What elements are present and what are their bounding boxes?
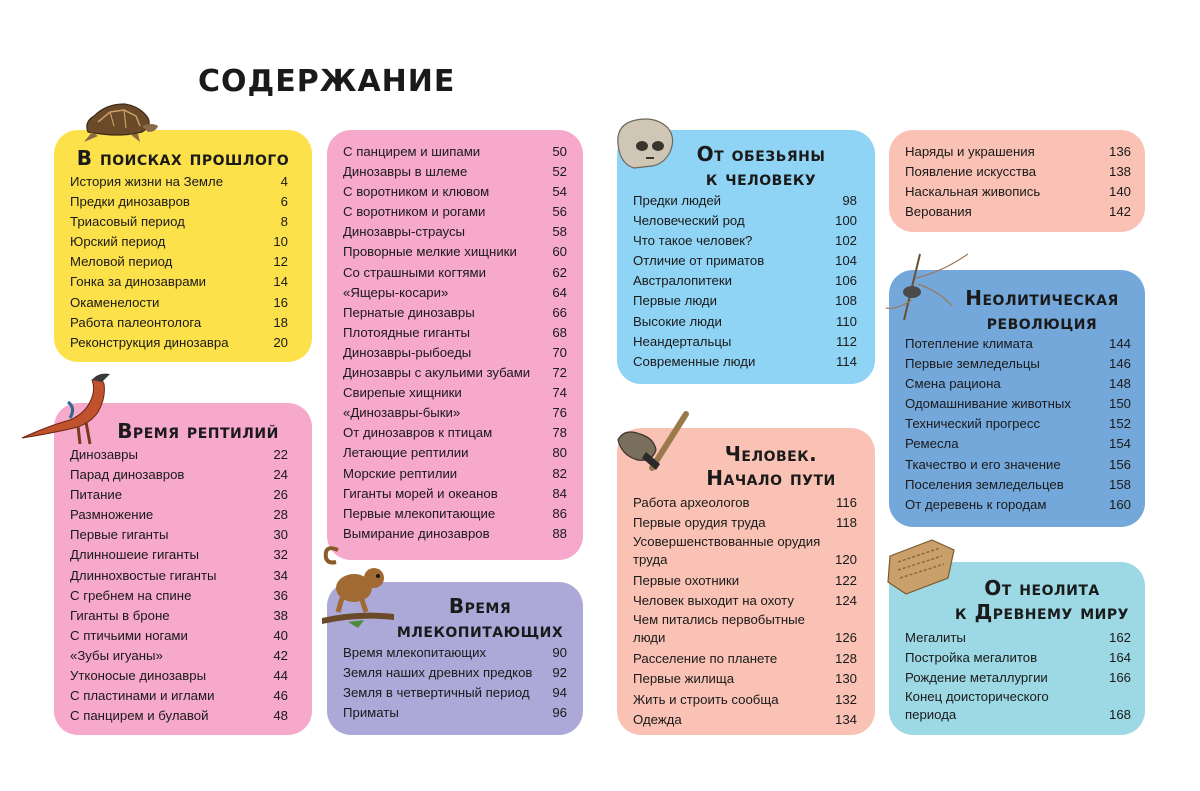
- toc-entry[interactable]: [343, 242, 567, 262]
- entry-page-number: 94: [552, 685, 567, 701]
- toc-entry[interactable]: [905, 394, 1131, 414]
- toc-entry[interactable]: [70, 686, 288, 706]
- entry-label: Потепление климата: [905, 336, 1033, 351]
- entry-page-number: 34: [273, 567, 288, 583]
- entry-page-number: 10: [273, 234, 288, 250]
- entry-label: Поселения земледельцев: [905, 476, 1064, 492]
- entry-page-number: 122: [834, 573, 857, 589]
- entry-label: Окаменелости: [70, 294, 160, 310]
- stone-tool-illustration: [612, 408, 692, 488]
- heading-line-1: Неолитическая: [965, 286, 1119, 310]
- entry-page-number: 104: [834, 253, 857, 269]
- bird-dinosaur-illustration: [18, 368, 128, 448]
- section-reptiles-continued: [327, 130, 583, 560]
- toc-entry[interactable]: [70, 626, 288, 646]
- toc-entry[interactable]: [70, 172, 288, 192]
- toc-entry[interactable]: [343, 283, 567, 303]
- toc-entry[interactable]: [343, 142, 567, 162]
- entry-page-number: 22: [273, 447, 288, 462]
- entry-page-number: 140: [1108, 184, 1131, 200]
- toc-entry[interactable]: [633, 251, 857, 271]
- entry-page-number: 60: [552, 244, 567, 260]
- entry-page-number: 80: [552, 445, 567, 461]
- entry-label: Динозавры в шлеме: [343, 164, 468, 180]
- entry-page-number: 154: [1108, 436, 1131, 452]
- entry-label: Предки динозавров: [70, 194, 190, 210]
- entry-label: Одежда: [633, 711, 682, 727]
- toc-entry[interactable]: [70, 485, 288, 505]
- entry-label: Приматы: [343, 705, 399, 721]
- entry-page-number: 68: [552, 324, 567, 340]
- toc-entry[interactable]: [343, 323, 567, 343]
- entry-label: Ремесла: [905, 436, 959, 452]
- section-reptiles: [54, 403, 312, 735]
- heading-line-1: Время: [448, 594, 512, 618]
- entry-label: Плотоядные гиганты: [343, 324, 471, 340]
- entry-label: Земля наших древних предков: [343, 665, 533, 681]
- entry-page-number: 126: [834, 630, 857, 646]
- entry-label: Появление искусства: [905, 164, 1037, 180]
- toc-entry[interactable]: [70, 646, 288, 666]
- entry-page-number: 52: [552, 164, 567, 180]
- entry-page-number: 98: [842, 193, 857, 208]
- toc-entry[interactable]: [633, 352, 857, 372]
- entry-page-number: 16: [273, 294, 288, 310]
- clay-tablet-illustration: [884, 536, 956, 598]
- heading-line-2: революция: [986, 310, 1098, 334]
- toc-entry[interactable]: [343, 343, 567, 363]
- turtle-illustration: [80, 92, 160, 144]
- toc-entry[interactable]: [905, 162, 1131, 182]
- toc-entry[interactable]: [905, 648, 1131, 668]
- toc-entry[interactable]: [905, 142, 1131, 162]
- toc-entry[interactable]: [633, 332, 857, 352]
- entry-page-number: 76: [552, 405, 567, 421]
- entry-page-number: 66: [552, 304, 567, 320]
- entry-label: Конец доисторического периода: [905, 689, 1049, 723]
- entry-label: Верования: [905, 204, 972, 220]
- entry-label: «Зубы игуаны»: [70, 647, 163, 663]
- entry-label: Первые земледельцы: [905, 356, 1040, 372]
- entry-page-number: 78: [552, 425, 567, 441]
- toc-entry[interactable]: [70, 606, 288, 626]
- entry-page-number: 44: [273, 668, 288, 684]
- toc-entry[interactable]: [70, 505, 288, 525]
- entry-page-number: 18: [273, 314, 288, 330]
- entry-page-number: 12: [273, 254, 288, 270]
- entry-page-number: 136: [1108, 144, 1131, 159]
- toc-entry[interactable]: [905, 354, 1131, 374]
- toc-entry[interactable]: [905, 668, 1131, 688]
- entry-page-number: 142: [1108, 204, 1131, 220]
- section-past: [54, 130, 312, 362]
- entry-label: С воротником и рогами: [343, 204, 486, 220]
- entry-page-number: 90: [552, 645, 567, 660]
- toc-entry[interactable]: [633, 493, 857, 513]
- toc-entry[interactable]: [343, 683, 567, 703]
- toc-entry[interactable]: [70, 566, 288, 586]
- toc-entry[interactable]: [70, 586, 288, 606]
- entry-label: Динозавры: [70, 447, 138, 462]
- entry-page-number: 110: [835, 313, 857, 329]
- entry-list: [633, 191, 857, 372]
- toc-entry[interactable]: [633, 690, 857, 710]
- entry-page-number: 116: [835, 495, 857, 510]
- toc-entry[interactable]: [343, 162, 567, 182]
- entry-page-number: 124: [834, 593, 857, 609]
- entry-label: Длиннохвостые гиганты: [70, 567, 217, 583]
- entry-page-number: 82: [552, 465, 567, 481]
- entry-label: «Ящеры-косари»: [343, 284, 449, 300]
- entry-label: С пластинами и иглами: [70, 688, 215, 704]
- toc-entry[interactable]: [70, 252, 288, 272]
- entry-label: Первые гиганты: [70, 527, 169, 543]
- entry-page-number: 70: [552, 344, 567, 360]
- toc-entry[interactable]: [70, 232, 288, 252]
- entry-page-number: 168: [1108, 707, 1131, 723]
- entry-label: Работа палеонтолога: [70, 314, 202, 330]
- toc-entry[interactable]: [70, 525, 288, 545]
- skull-illustration: [612, 114, 678, 172]
- entry-label: Со страшными когтями: [343, 264, 486, 280]
- toc-entry[interactable]: [905, 434, 1131, 454]
- entry-label: Жить и строить сообща: [633, 691, 779, 707]
- entry-label: Питание: [70, 487, 123, 503]
- toc-entry[interactable]: [905, 628, 1131, 648]
- toc-entry[interactable]: [633, 591, 857, 611]
- entry-label: Время млекопитающих: [343, 645, 487, 660]
- toc-entry[interactable]: [343, 182, 567, 202]
- entry-label: Неандертальцы: [633, 333, 732, 349]
- entry-label: С воротником и клювом: [343, 184, 490, 200]
- entry-label: Реконструкция динозавра: [70, 334, 229, 350]
- toc-entry[interactable]: [633, 291, 857, 311]
- entry-label: Длинношеие гиганты: [70, 547, 200, 563]
- entry-page-number: 156: [1108, 456, 1131, 472]
- toc-entry[interactable]: [70, 192, 288, 212]
- toc-entry[interactable]: [343, 383, 567, 403]
- toc-entry[interactable]: [343, 263, 567, 283]
- entry-page-number: 64: [552, 284, 567, 300]
- toc-entry[interactable]: [70, 706, 288, 726]
- toc-entry[interactable]: [70, 212, 288, 232]
- entry-label: С панцирем и булавой: [70, 708, 209, 724]
- toc-entry[interactable]: [343, 663, 567, 683]
- entry-page-number: 74: [552, 385, 567, 401]
- entry-page-number: 144: [1108, 336, 1131, 351]
- entry-page-number: 88: [552, 525, 567, 541]
- section-heading: [667, 442, 875, 490]
- entry-page-number: 32: [273, 547, 288, 563]
- heading-line-2: к Древнему миру: [955, 600, 1129, 624]
- entry-page-number: 148: [1108, 376, 1131, 392]
- entry-label: Предки людей: [633, 193, 722, 208]
- heading-line-1: Человек.: [724, 442, 818, 466]
- toc-entry[interactable]: [343, 363, 567, 383]
- toc-entry[interactable]: [633, 191, 857, 211]
- toc-entry[interactable]: [905, 475, 1131, 495]
- toc-entry[interactable]: [633, 231, 857, 251]
- entry-label: Утконосые динозавры: [70, 668, 207, 684]
- entry-page-number: 86: [552, 505, 567, 521]
- toc-entry[interactable]: [633, 271, 857, 291]
- toc-entry[interactable]: [70, 465, 288, 485]
- entry-page-number: 8: [280, 214, 288, 230]
- entry-page-number: 24: [273, 467, 288, 483]
- entry-label: Динозавры с акульими зубами: [343, 365, 531, 381]
- heading-line-2: млекопитающих: [396, 618, 564, 642]
- entry-page-number: 114: [835, 353, 857, 369]
- entry-label: Усовершенствованные орудия труда: [633, 534, 821, 568]
- entry-label: Размножение: [70, 507, 154, 523]
- entry-page-number: 108: [834, 293, 857, 309]
- entry-page-number: 130: [834, 671, 857, 687]
- entry-page-number: 38: [273, 607, 288, 623]
- entry-label: Человеческий род: [633, 213, 745, 229]
- entry-label: Отличие от приматов: [633, 253, 765, 269]
- toc-entry[interactable]: [905, 202, 1131, 222]
- entry-page-number: 56: [552, 204, 567, 220]
- section-heading: В поисках прошлого: [76, 146, 290, 170]
- entry-page-number: 62: [552, 264, 567, 280]
- toc-entry[interactable]: [70, 272, 288, 292]
- toc-entry[interactable]: [343, 443, 567, 463]
- entry-label: От динозавров к птицам: [343, 425, 493, 441]
- entry-page-number: 46: [273, 688, 288, 704]
- entry-page-number: 58: [552, 224, 567, 240]
- heading-line-1: От обезьяны: [696, 142, 826, 166]
- entry-page-number: 158: [1108, 476, 1131, 492]
- entry-label: Смена рациона: [905, 376, 1001, 392]
- entry-list: [905, 628, 1131, 726]
- toc-entry[interactable]: [633, 312, 857, 332]
- entry-page-number: 132: [834, 691, 857, 707]
- toc-entry[interactable]: [343, 464, 567, 484]
- entry-label: Наскальная живопись: [905, 184, 1041, 200]
- entry-label: С панцирем и шипами: [343, 144, 481, 159]
- section-heading: [377, 594, 583, 642]
- entry-list: [70, 172, 288, 353]
- entry-page-number: 6: [280, 194, 288, 210]
- heading-line-1: От неолита: [984, 576, 1100, 600]
- entry-label: Динозавры-рыбоеды: [343, 344, 472, 360]
- toc-entry[interactable]: [905, 414, 1131, 434]
- toc-entry[interactable]: [70, 313, 288, 333]
- entry-label: Летающие рептилии: [343, 445, 469, 461]
- entry-label: Чем питались первобытные люди: [633, 612, 805, 646]
- entry-list: [343, 643, 567, 723]
- entry-page-number: 42: [273, 647, 288, 663]
- entry-label: Вымирание динозавров: [343, 525, 490, 541]
- entry-page-number: 96: [552, 705, 567, 721]
- entry-label: Наряды и украшения: [905, 144, 1035, 159]
- entry-page-number: 40: [273, 627, 288, 643]
- entry-list: [905, 142, 1131, 222]
- entry-page-number: 146: [1108, 356, 1131, 372]
- toc-entry[interactable]: [633, 533, 857, 571]
- entry-label: Технический прогресс: [905, 416, 1041, 432]
- toc-entry[interactable]: [343, 484, 567, 504]
- entry-label: Современные люди: [633, 353, 756, 369]
- entry-page-number: 118: [835, 515, 857, 531]
- entry-label: Земля в четвертичный период: [343, 685, 530, 701]
- section-heading: [647, 142, 875, 190]
- section-heading: [939, 576, 1145, 624]
- toc-entry[interactable]: [343, 202, 567, 222]
- toc-entry[interactable]: [70, 545, 288, 565]
- entry-label: Одомашнивание животных: [905, 396, 1071, 412]
- entry-page-number: 36: [273, 587, 288, 603]
- entry-label: Мегалиты: [905, 630, 966, 645]
- toc-entry[interactable]: [343, 222, 567, 242]
- entry-label: Триасовый период: [70, 214, 185, 230]
- entry-page-number: 4: [280, 174, 288, 189]
- entry-page-number: 48: [273, 708, 288, 724]
- entry-list: [905, 334, 1131, 515]
- entry-label: Меловой период: [70, 254, 173, 270]
- toc-entry[interactable]: [70, 293, 288, 313]
- toc-entry[interactable]: [343, 303, 567, 323]
- entry-label: От деревень к городам: [905, 496, 1047, 512]
- toc-entry[interactable]: [905, 688, 1131, 726]
- entry-page-number: 120: [834, 552, 857, 568]
- entry-page-number: 92: [552, 665, 567, 681]
- entry-label: Первые млекопитающие: [343, 505, 496, 521]
- entry-page-number: 84: [552, 485, 567, 501]
- heading-line-2: к человеку: [705, 166, 817, 190]
- toc-entry[interactable]: [633, 649, 857, 669]
- toc-entry[interactable]: [905, 455, 1131, 475]
- page-title: СОДЕРЖАНИЕ: [198, 64, 456, 99]
- entry-page-number: 166: [1108, 670, 1131, 686]
- toc-entry[interactable]: [70, 445, 288, 465]
- entry-page-number: 128: [834, 651, 857, 667]
- entry-label: Расселение по планете: [633, 651, 778, 667]
- toc-entry[interactable]: [343, 643, 567, 663]
- entry-page-number: 14: [273, 274, 288, 290]
- toc-entry[interactable]: [343, 423, 567, 443]
- entry-label: Высокие люди: [633, 313, 722, 329]
- entry-page-number: 72: [552, 365, 567, 381]
- toc-entry[interactable]: [70, 666, 288, 686]
- entry-label: Первые жилища: [633, 671, 735, 687]
- entry-label: Первые орудия труда: [633, 515, 766, 531]
- toc-entry[interactable]: [905, 374, 1131, 394]
- toc-entry[interactable]: [905, 182, 1131, 202]
- toc-entry[interactable]: [633, 571, 857, 591]
- entry-page-number: 164: [1108, 650, 1131, 666]
- toc-entry[interactable]: [633, 611, 857, 649]
- entry-label: С гребнем на спине: [70, 587, 192, 603]
- entry-label: Юрский период: [70, 234, 166, 250]
- entry-page-number: 150: [1108, 396, 1131, 412]
- monkey-illustration: [318, 540, 398, 630]
- entry-label: История жизни на Земле: [70, 174, 224, 189]
- entry-label: «Динозавры-быки»: [343, 405, 461, 421]
- entry-page-number: 30: [273, 527, 288, 543]
- entry-label: Гиганты морей и океанов: [343, 485, 498, 501]
- entry-page-number: 160: [1108, 496, 1131, 512]
- entry-page-number: 28: [273, 507, 288, 523]
- toc-entry[interactable]: [343, 504, 567, 524]
- entry-label: Гонка за динозаврами: [70, 274, 206, 290]
- toc-entry[interactable]: [633, 710, 857, 730]
- entry-list: [633, 493, 857, 730]
- toc-entry[interactable]: [633, 669, 857, 689]
- toc-entry[interactable]: [343, 403, 567, 423]
- entry-label: Парад динозавров: [70, 467, 185, 483]
- entry-label: Проворные мелкие хищники: [343, 244, 517, 260]
- entry-label: Первые люди: [633, 293, 717, 309]
- entry-label: Морские рептилии: [343, 465, 458, 481]
- entry-page-number: 134: [834, 711, 857, 727]
- entry-label: Человек выходит на охоту: [633, 593, 794, 609]
- toc-entry[interactable]: [633, 513, 857, 533]
- entry-label: Работа археологов: [633, 495, 750, 510]
- entry-page-number: 50: [552, 144, 567, 159]
- entry-label: Что такое человек?: [633, 233, 753, 249]
- entry-page-number: 112: [835, 333, 857, 349]
- entry-page-number: 152: [1108, 416, 1131, 432]
- heading-line-2: Начало пути: [706, 466, 836, 490]
- entry-label: Свирепые хищники: [343, 385, 462, 401]
- entry-page-number: 102: [834, 233, 857, 249]
- entry-label: Постройка мегалитов: [905, 650, 1038, 666]
- entry-page-number: 26: [273, 487, 288, 503]
- toc-entry[interactable]: [905, 495, 1131, 515]
- entry-list: [70, 445, 288, 726]
- toc-entry[interactable]: [905, 334, 1131, 354]
- spindle-illustration: [882, 248, 972, 332]
- entry-label: Первые охотники: [633, 573, 740, 589]
- entry-list: [343, 142, 567, 544]
- entry-label: Динозавры-страусы: [343, 224, 466, 240]
- entry-page-number: 106: [834, 273, 857, 289]
- entry-label: Ткачество и его значение: [905, 456, 1061, 472]
- entry-page-number: 20: [273, 334, 288, 350]
- entry-page-number: 138: [1108, 164, 1131, 180]
- entry-label: С птичьими ногами: [70, 627, 188, 643]
- entry-label: Пернатые динозавры: [343, 304, 475, 320]
- entry-label: Австралопитеки: [633, 273, 733, 289]
- toc-entry[interactable]: [70, 333, 288, 353]
- entry-label: Гиганты в броне: [70, 607, 170, 623]
- entry-page-number: 162: [1108, 630, 1131, 645]
- section-heading: Время рептилий: [117, 419, 279, 443]
- entry-page-number: 54: [552, 184, 567, 200]
- toc-entry[interactable]: [343, 703, 567, 723]
- entry-label: Рождение металлургии: [905, 670, 1048, 686]
- entry-page-number: 100: [834, 213, 857, 229]
- toc-entry[interactable]: [633, 211, 857, 231]
- section-art: [889, 130, 1145, 232]
